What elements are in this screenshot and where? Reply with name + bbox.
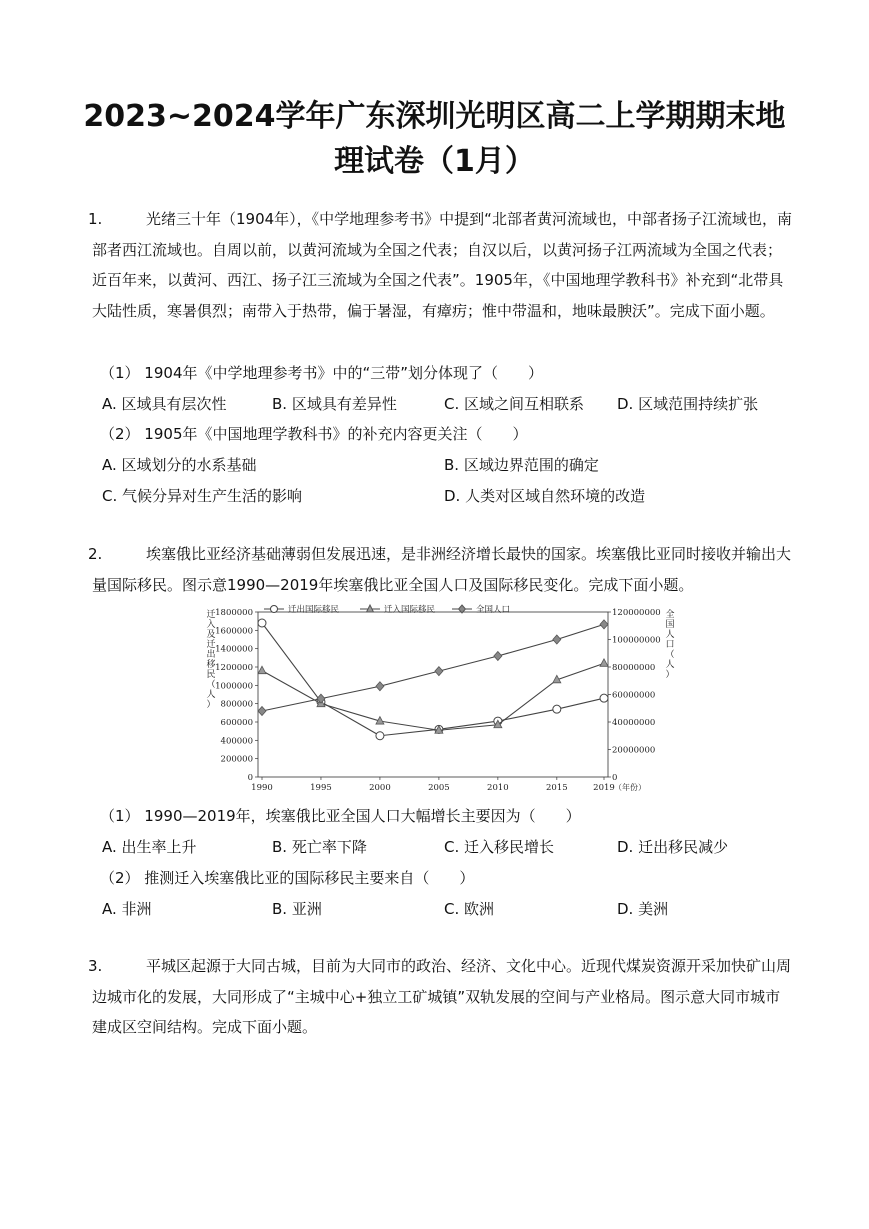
y-left-axis-title-char: 迁: [206, 610, 216, 620]
question-1-number: 1.: [88, 210, 103, 228]
data-point-emigrant: [553, 705, 561, 713]
page-title-line2: 理试卷（1月）: [334, 144, 535, 179]
y-left-axis-title-char: 移: [206, 660, 216, 670]
y-left-axis-title-char: 迁: [206, 640, 216, 650]
question-2-number: 2.: [88, 545, 103, 563]
y-left-axis-title-char: （: [206, 680, 216, 690]
y-right-tick-label: 0: [612, 773, 618, 783]
y-right-axis-title-char: （: [665, 650, 675, 660]
question-2-sub1: （1） 1990—2019年，埃塞俄比亚全国人口大幅增长主要因为（ ）: [100, 807, 581, 825]
y-left-tick-label: 600000: [220, 718, 253, 728]
y-left-tick-label: 1000000: [215, 681, 253, 692]
question-3-number: 3.: [88, 957, 103, 975]
x-tick-label: 2019: [593, 783, 615, 793]
y-right-tick-label: 40000000: [612, 718, 656, 728]
series-line-diamond: [262, 624, 604, 711]
q2-sub1-option-c: C. 迁入移民增长: [444, 838, 555, 856]
y-right-axis-title-char: 全: [665, 610, 675, 620]
q1-sub2-option-b: B. 区域边界范围的确定: [444, 456, 599, 474]
q1-sub1-option-b: B. 区域具有差异性: [272, 395, 397, 413]
y-left-axis-title-char: ）: [206, 700, 216, 710]
q1-sub1-option-c: C. 区域之间互相联系: [444, 395, 585, 413]
population-migration-chart: [200, 600, 680, 800]
question-1-stem: 光绪三十年（1904年），《中学地理参考书》中提到“北部者黄河流域也，中部者扬子江流域也，南部者西江流域也。自周以前，以黄河流域为全国之代表；自汉以后，以黄河扬子江两流域为全国之代表；近百年来，以黄河、西江、扬子江三流域为全国之代表”。1905年，《中国地理学教科书》补充到“北带具大陆性质，寒暑俱烈；南带入于热带，偏于暑湿，有瘴疠；惟中带温和，地味最腴沃”。完成下面小题。: [92, 210, 792, 320]
q2-sub1-option-b: B. 死亡率下降: [272, 838, 367, 856]
x-tick-label: 2015: [546, 783, 568, 793]
y-left-tick-label: 1200000: [215, 663, 253, 673]
data-point-population: [435, 667, 443, 676]
legend-label: 迁出国际移民: [288, 605, 340, 615]
data-point-population: [376, 682, 384, 691]
y-right-axis-title-char: ）: [665, 670, 675, 680]
data-point-emigrant: [258, 619, 266, 627]
data-point-population: [600, 620, 608, 629]
q2-sub2-option-d: D. 美洲: [617, 900, 669, 918]
y-right-axis-title-char: 国: [665, 620, 675, 630]
y-left-axis-title-char: 人: [206, 690, 216, 700]
y-left-tick-label: 1600000: [215, 626, 253, 637]
legend-label: 迁入国际移民: [384, 605, 436, 615]
q1-sub2-option-c: C. 气候分异对生产生活的影响: [102, 487, 303, 505]
y-right-tick-label: 20000000: [612, 745, 656, 756]
question-1-sub1: （1） 1904年《中学地理参考书》中的“三带”划分体现了（ ）: [100, 364, 544, 382]
y-right-axis-title-char: 人: [665, 630, 675, 640]
series-line-triangle: [262, 663, 604, 730]
x-tick-label: 1990: [251, 783, 273, 793]
x-tick-label: 1995: [310, 783, 332, 793]
y-right-tick-label: 60000000: [612, 690, 656, 701]
data-point-immigrant: [600, 659, 608, 667]
q1-sub1-option-d: D. 区域范围持续扩张: [617, 395, 759, 413]
y-right-tick-label: 100000000: [612, 635, 661, 646]
y-left-tick-label: 400000: [220, 736, 253, 747]
q1-sub2-option-a: A. 区域划分的水系基础: [102, 456, 257, 474]
y-right-axis-title-char: 口: [665, 640, 675, 650]
legend-label: 全国人口: [476, 605, 511, 615]
legend-marker-circle: [271, 606, 278, 613]
data-point-emigrant: [600, 694, 608, 702]
y-right-tick-label: 120000000: [612, 608, 661, 618]
data-point-emigrant: [376, 732, 384, 740]
y-left-tick-label: 800000: [220, 699, 253, 710]
x-unit-label: （年份）: [614, 783, 646, 792]
q2-sub2-option-b: B. 亚洲: [272, 900, 322, 918]
question-2-stem: 埃塞俄比亚经济基础薄弱但发展迅速，是非洲经济增长最快的国家。埃塞俄比亚同时接收并输出大量国际移民。图示意1990—2019年埃塞俄比亚全国人口及国际移民变化。完成下面小题。: [92, 545, 792, 594]
x-tick-label: 2010: [487, 783, 509, 793]
y-left-axis-title-char: 民: [206, 670, 216, 680]
q2-sub1-option-d: D. 迁出移民减少: [617, 838, 729, 856]
q2-sub2-option-a: A. 非洲: [102, 900, 152, 918]
y-right-axis-title-char: 人: [665, 660, 675, 670]
y-left-tick-label: 0: [247, 773, 253, 783]
page-title-line1: 2023~2024学年广东深圳光明区高二上学期期末地: [83, 99, 786, 134]
x-tick-label: 2000: [369, 783, 391, 793]
y-left-tick-label: 1800000: [215, 608, 253, 618]
q1-sub1-option-a: A. 区域具有层次性: [102, 395, 227, 413]
y-left-tick-label: 200000: [220, 754, 253, 765]
data-point-population: [553, 635, 561, 644]
question-1-sub2: （2） 1905年《中国地理学教科书》的补充内容更关注（ ）: [100, 425, 528, 443]
data-point-immigrant: [258, 666, 266, 674]
y-left-axis-title-char: 入: [206, 620, 216, 630]
y-left-axis-title-char: 出: [206, 650, 216, 660]
q2-sub2-option-c: C. 欧洲: [444, 900, 495, 918]
q1-sub2-option-d: D. 人类对区域自然环境的改造: [444, 487, 646, 505]
question-2-sub2: （2） 推测迁入埃塞俄比亚的国际移民主要来自（ ）: [100, 869, 475, 887]
y-right-tick-label: 80000000: [612, 663, 656, 673]
x-tick-label: 2005: [428, 783, 450, 793]
data-point-population: [494, 652, 502, 661]
question-3-stem: 平城区起源于大同古城，目前为大同市的政治、经济、文化中心。近现代煤炭资源开采加快矿山周边城市化的发展，大同形成了“主城中心+独立工矿城镇”双轨发展的空间与产业格局。图示意大同市城市建成区空间结构。完成下面小题。: [92, 957, 792, 1036]
q2-sub1-option-a: A. 出生率上升: [102, 838, 197, 856]
y-left-axis-title-char: 及: [206, 630, 216, 640]
y-left-tick-label: 1400000: [215, 644, 253, 655]
data-point-population: [258, 707, 266, 716]
